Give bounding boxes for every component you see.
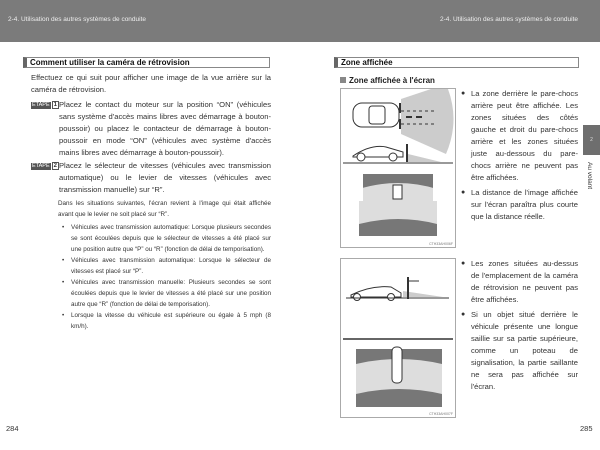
note-text: Dans les situations suivantes, l'écran revient à l'image qui était affichée avant que le levier ne soit placé sur “R”. <box>58 200 271 218</box>
step-1 <box>31 99 271 159</box>
subtitle <box>340 76 435 85</box>
pole-illustration <box>341 259 455 409</box>
figure-upper-limit <box>340 258 456 418</box>
side-tab[interactable] <box>583 125 600 155</box>
page-number-right: 285 <box>580 424 593 433</box>
figure-code: CTH33AH006F <box>429 242 453 246</box>
step-text: Placez le contact du moteur sur la position “ON” (véhicules sans système d'accès mains libres avec démarrage à bouton-poussoir) ou placez le contacteur de démarrage à bouton-poussoir en mode “ON” (véhicules avec système d'accès mains libres avec démarrage à bouton-poussoir). <box>58 100 271 157</box>
point-item: ● Les zones situées au-dessus de l'emplacement de la caméra de rétrovision ne peuvent pas être affichées. <box>461 258 578 306</box>
section-title-left: Comment utiliser la caméra de rétrovision <box>23 57 270 68</box>
point-item: ● La zone derrière le pare-chocs arrière peut être affichée. Les zones situées des côtés gauche et droit du pare-chocs arrière et les zones situées juste au-dessous du pare-chocs arrière ne peuvent pas être affichées. <box>461 88 578 184</box>
side-tab-number: 2 <box>590 137 593 143</box>
right-header-text: 2-4. Utilisation des autres systèmes de conduite <box>439 16 578 23</box>
left-header-text: 2-4. Utilisation des autres systèmes de conduite <box>8 16 147 23</box>
section-title-right: Zone affichée <box>334 57 579 68</box>
step-number: 1 <box>53 102 57 108</box>
figure-display-zone <box>340 88 456 248</box>
point-item: ● Si un objet situé derrière le véhicule présente une longue saillie sur sa partie supérieure, comme un poteau de signalisation, la partie saillante ne sera pas affichée sur l'écran. <box>461 309 578 393</box>
step-number: 2 <box>53 163 57 169</box>
intro-text: Effectuez ce qui suit pour afficher une image de la vue arrière sur la caméra de rétrovision. <box>31 73 271 94</box>
bullet-item: • Véhicules avec transmission manuelle: Plusieurs secondes se sont écoulées depuis que le levier de vitesses a été placé sur une position autre que “R” (fonction de délai de temporisation). <box>58 277 271 310</box>
step-text: Placez le sélecteur de vitesses (véhicules avec transmission automatique) ou le levier de vitesses (véhicules avec transmission manuelle) sur “R”. <box>58 161 271 194</box>
subtitle-text: Zone affichée à l'écran <box>349 76 435 85</box>
step-badge: ETAPE <box>32 101 50 108</box>
step-2 <box>31 160 271 196</box>
camera-view-illustration <box>341 89 455 239</box>
point-item: ● La distance de l'image affichée sur l'écran paraîtra plus courte que la distance réelle. <box>461 187 578 223</box>
bullet-item: • Véhicules avec transmission automatique: Lorsque plusieurs secondes se sont écoulées depuis que le sélecteur de vitesses a été placé sur une position autre que “P” ou “R” (fonction de délai de temporisation). <box>58 222 271 255</box>
page-number-left: 284 <box>6 424 19 433</box>
step-marker <box>31 99 59 111</box>
right-header <box>300 0 600 42</box>
step-marker <box>31 160 59 172</box>
side-tab-label: Au volant <box>586 162 593 190</box>
points-2 <box>461 258 578 393</box>
left-header <box>0 0 300 42</box>
bullet-item: • Lorsque la vitesse du véhicule est supérieure ou égale à 5 mph (8 km/h). <box>58 310 271 332</box>
points-1 <box>461 88 578 223</box>
bullet-item: • Véhicules avec transmission automatique: Lorsque le sélecteur de vitesses est placé sur “P”. <box>58 255 271 277</box>
step-badge: ETAPE <box>32 162 50 169</box>
square-bullet-icon <box>340 77 346 83</box>
figure-code: CTH33AH007F <box>429 412 453 416</box>
left-body <box>31 72 271 332</box>
